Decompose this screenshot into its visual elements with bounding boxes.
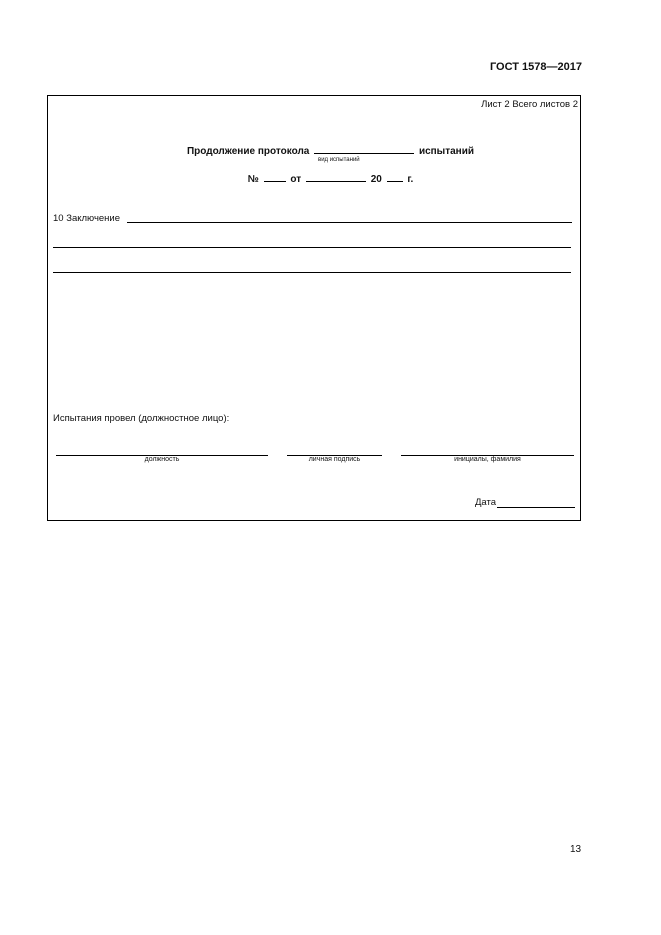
- standard-code: ГОСТ 1578—2017: [489, 61, 582, 73]
- name-caption: инициалы, фамилия: [454, 456, 521, 463]
- sheet-info: Лист 2 Всего листов 2: [481, 99, 578, 110]
- conclusion-line-3[interactable]: [53, 272, 571, 273]
- conclusion-label: 10 Заключение: [53, 213, 121, 224]
- year-prefix: 20: [370, 174, 382, 185]
- conclusion-line-1[interactable]: [127, 222, 572, 223]
- date-label: Дата: [475, 497, 497, 508]
- signature-caption: личная подпись: [308, 456, 361, 463]
- date-field[interactable]: [306, 173, 366, 182]
- protocol-number-row: [0, 173, 661, 185]
- number-label: №: [247, 174, 259, 185]
- year-field[interactable]: [387, 173, 403, 182]
- testers-label: Испытания провел (должностное лицо):: [53, 413, 230, 424]
- test-type-note: вид испытаний: [318, 157, 360, 163]
- page-number: 13: [570, 844, 582, 855]
- year-suffix: г.: [407, 174, 414, 185]
- protocol-number-field[interactable]: [264, 173, 286, 182]
- date-line[interactable]: [497, 507, 575, 508]
- form-title: [0, 145, 661, 157]
- title-prefix: Продолжение протокола: [186, 146, 310, 157]
- title-suffix: испытаний: [418, 146, 475, 157]
- position-caption: должность: [144, 456, 180, 463]
- conclusion-line-2[interactable]: [53, 247, 571, 248]
- from-label: от: [290, 174, 302, 185]
- test-type-field[interactable]: [314, 145, 414, 154]
